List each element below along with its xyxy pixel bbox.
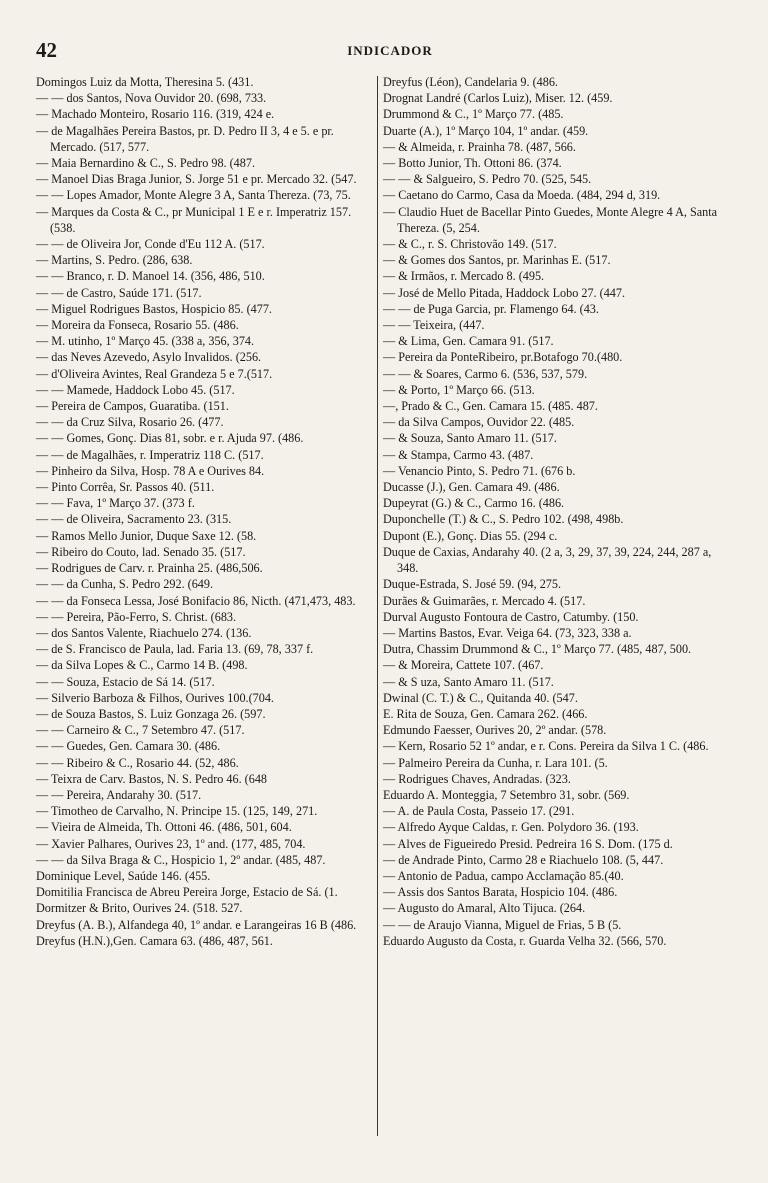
directory-entry: Dutra, Chassim Drummond & C., 1º Março 77. (485, 487, 500. (383, 642, 692, 657)
directory-entry: — Botto Junior, Th. Ottoni 86. (374. (383, 156, 562, 171)
directory-entry: — — de Araujo Vianna, Miguel de Frias, 5 B (5. (383, 917, 622, 932)
directory-entry: — Assis dos Santos Barata, Hospicio 104. (486. (383, 885, 618, 900)
directory-entry: — & Irmãos, r. Mercado 8. (495. (383, 269, 545, 284)
directory-entry: — de Andrade Pinto, Carmo 28 e Riachuelo 108. (5, 447. (383, 852, 664, 867)
directory-entry: Durval Augusto Fontoura de Castro, Catumby. (150. (383, 609, 639, 624)
directory-entry: Dupeyrat (G.) & C., Carmo 16. (486. (383, 496, 565, 511)
directory-entry: Domingos Luiz da Motta, Theresina 5. (431. (36, 75, 254, 89)
directory-entry: — Rodrigues Chaves, Andradas. (323. (383, 771, 571, 786)
directory-entry: — & C., r. S. Christovão 149. (517. (383, 237, 557, 252)
directory-entry: — Martins Bastos, Evar. Veiga 64. (73, 323, 338 a. (383, 625, 632, 640)
directory-entry: — Silverio Barboza & Filhos, Ourives 100.(704. (36, 690, 274, 705)
directory-entry: — Miguel Rodrigues Bastos, Hospicio 85. (477. (36, 301, 272, 316)
directory-entry: — Alfredo Ayque Caldas, r. Gen. Polydoro 36. (193. (383, 820, 639, 835)
directory-entry: — Maia Bernardino & C., S. Pedro 98. (487. (36, 156, 256, 171)
directory-entry: — — Pereira, Andarahy 30. (517. (36, 787, 202, 802)
directory-entry: — Teixra de Carv. Bastos, N. S. Pedro 46. (648 (36, 771, 268, 786)
directory-entry: — — Pereira, Pão-Ferro, S. Christ. (683. (36, 609, 237, 624)
directory-entry: — M. utinho, 1º Março 45. (338 a, 356, 374. (36, 334, 255, 349)
directory-entry: — — & Salgueiro, S. Pedro 70. (525, 545. (383, 172, 592, 187)
directory-entry: — — da Cruz Silva, Rosario 26. (477. (36, 415, 224, 430)
column-divider (377, 76, 378, 1136)
directory-entry: — de Souza Bastos, S. Luiz Gonzaga 26. (597. (36, 706, 266, 721)
directory-entry: Eduardo Augusto da Costa, r. Guarda Velha 32. (566, 570. (383, 933, 667, 948)
directory-entry: — Pereira de Campos, Guaratiba. (151. (36, 399, 229, 414)
directory-entry: — de Magalhães Pereira Bastos, pr. D. Pedro II 3, 4 e 5. e pr. Mercado. (517, 577. (36, 123, 334, 154)
directory-entry: — Alves de Figueiredo Presid. Pedreira 16 S. Dom. (175 d. (383, 836, 673, 851)
directory-entry: — d'Oliveira Avintes, Real Grandeza 5 e 7.(517. (36, 366, 273, 381)
directory-entry: — Claudio Huet de Bacellar Pinto Guedes, Monte Alegre 4 A, Santa Thereza. (5, 254. (383, 204, 718, 235)
directory-entry: Dreyfus (H.N.),Gen. Camara 63. (486, 487, 561. (36, 933, 273, 948)
directory-entry: — da Silva Campos, Ouvidor 22. (485. (383, 415, 575, 430)
directory-entry: — Rodrigues de Carv. r. Prainha 25. (486,506. (36, 561, 263, 576)
directory-entry: Duque-Estrada, S. José 59. (94, 275. (383, 577, 562, 592)
directory-entry: — Machado Monteiro, Rosario 116. (319, 424 e. (36, 107, 275, 122)
directory-entry: — Ribeiro do Couto, lad. Senado 35. (517. (36, 544, 246, 559)
directory-entry: Dominique Level, Saúde 146. (455. (36, 868, 211, 883)
directory-entry: — — Gomes, Gonç. Dias 81, sobr. e r. Ajuda 97. (486. (36, 431, 304, 446)
directory-entry: Drognat Landré (Carlos Luiz), Miser. 12. (459. (383, 91, 613, 106)
directory-entry: — — da Silva Braga & C., Hospicio 1, 2º andar. (485, 487. (36, 852, 326, 867)
directory-entry: — & Porto, 1º Março 66. (513. (383, 382, 535, 397)
directory-entry: Dreyfus (A. B.), Alfandega 40, 1º andar. e Larangeiras 16 B (486. (36, 917, 357, 932)
directory-entry: — & Gomes dos Santos, pr. Marinhas E. (517. (383, 253, 611, 268)
page-header (0, 38, 768, 62)
directory-entry: — — Lopes Amador, Monte Alegre 3 A, Santa Thereza. (73, 75. (36, 188, 351, 203)
left-column (36, 74, 378, 949)
directory-entry: — Pinto Corrêa, Sr. Passos 40. (511. (36, 480, 215, 495)
directory-entry: — de S. Francisco de Paula, lad. Faria 13. (69, 78, 337 f. (36, 642, 314, 657)
directory-entry: — — Branco, r. D. Manoel 14. (356, 486, 510. (36, 269, 265, 284)
directory-entry: — — da Fonseca Lessa, José Bonifacio 86, Nicth. (471,473, 483. (36, 593, 356, 608)
directory-entry: Duarte (A.), 1º Março 104, 1º andar. (459. (383, 123, 589, 138)
directory-entry: — — de Puga Garcia, pr. Flamengo 64. (43. (383, 301, 599, 316)
directory-entry: — — Ribeiro & C., Rosario 44. (52, 486. (36, 755, 239, 770)
directory-entry: Duque de Caxias, Andarahy 40. (2 a, 3, 29, 37, 39, 224, 244, 287 a, 348. (383, 544, 712, 576)
directory-entry: Domitilia Francisca de Abreu Pereira Jorge, Estacio de Sá. (1. (36, 885, 338, 900)
directory-entry: — & Stampa, Carmo 43. (487. (383, 447, 534, 462)
directory-entry: — Palmeiro Pereira da Cunha, r. Lara 101. (5. (383, 755, 608, 770)
directory-entry: — — Fava, 1º Março 37. (373 f. (36, 496, 195, 511)
directory-entry: Dreyfus (Léon), Candelaria 9. (486. (383, 75, 558, 89)
directory-entry: — das Neves Azevedo, Asylo Invalidos. (256. (36, 350, 262, 365)
directory-entry: — — da Cunha, S. Pedro 292. (649. (36, 577, 214, 592)
directory-entry: — & Souza, Santo Amaro 11. (517. (383, 431, 557, 446)
directory-entry: — & Almeida, r. Prainha 78. (487, 566. (383, 139, 576, 154)
directory-entry: — Manoel Dias Braga Junior, S. Jorge 51 e pr. Mercado 32. (547. (36, 172, 357, 187)
directory-entry: — Caetano do Carmo, Casa da Moeda. (484, 294 d, 319. (383, 188, 661, 203)
directory-entry: — Augusto do Amaral, Alto Tijuca. (264. (383, 901, 586, 916)
directory-entry: Edmundo Faesser, Ourives 20, 2º andar. (578. (383, 723, 607, 738)
directory-entry: Eduardo A. Monteggia, 7 Setembro 31, sobr. (569. (383, 787, 630, 802)
directory-entry: — A. de Paula Costa, Passeio 17. (291. (383, 804, 575, 819)
directory-entry: — dos Santos Valente, Riachuelo 274. (136. (36, 625, 252, 640)
directory-entry: — & S uza, Santo Amaro 11. (517. (383, 674, 554, 689)
directory-entry: — — & Soares, Carmo 6. (536, 537, 579. (383, 366, 588, 381)
directory-entry: — Moreira da Fonseca, Rosario 55. (486. (36, 318, 239, 333)
directory-entry: Drummond & C., 1º Março 77. (485. (383, 107, 564, 122)
directory-entry: — — dos Santos, Nova Ouvidor 20. (698, 733. (36, 91, 267, 106)
directory-entry: — & Lima, Gen. Camara 91. (517. (383, 334, 554, 349)
directory-entry: Dwinal (C. T.) & C., Quitanda 40. (547. (383, 690, 578, 705)
directory-entry: Duponchelle (T.) & C., S. Pedro 102. (498, 498b. (383, 512, 624, 527)
directory-entry: — da Silva Lopes & C., Carmo 14 B. (498. (36, 658, 248, 673)
directory-entry: — — de Magalhães, r. Imperatriz 118 C. (517. (36, 447, 264, 462)
page-number: 42 (36, 38, 57, 62)
directory-entry: — Ramos Mello Junior, Duque Saxe 12. (58. (36, 528, 257, 543)
directory-entry: — Kern, Rosario 52 1º andar, e r. Cons. Pereira da Silva 1 C. (486. (383, 739, 709, 754)
directory-entry: — Timotheo de Carvalho, N. Principe 15. (125, 149, 271. (36, 804, 318, 819)
directory-entry: — — de Castro, Saúde 171. (517. (36, 285, 202, 300)
directory-entry: — — de Oliveira Jor, Conde d'Eu 112 A. (517. (36, 237, 265, 252)
directory-entry: — — Souza, Estacio de Sá 14. (517. (36, 674, 215, 689)
directory-entry: Durães & Guimarães, r. Mercado 4. (517. (383, 593, 586, 608)
directory-entry: — — Mamede, Haddock Lobo 45. (517. (36, 382, 235, 397)
running-title: INDICADOR (347, 43, 433, 58)
directory-entry: Dupont (E.), Gonç. Dias 55. (294 c. (383, 528, 558, 543)
directory-entry: E. Rita de Souza, Gen. Camara 262. (466. (383, 706, 588, 721)
directory-entry: — Antonio de Padua, campo Acclamação 85.(40. (383, 868, 624, 883)
directory-entry: — Martins, S. Pedro. (286, 638. (36, 253, 193, 268)
directory-entry: —, Prado & C., Gen. Camara 15. (485. 487. (383, 399, 598, 414)
directory-entry: — Vieira de Almeida, Th. Ottoni 46. (486, 501, 604. (36, 820, 292, 835)
directory-entry: Dormitzer & Brito, Ourives 24. (518. 527. (36, 901, 243, 916)
directory-entry: — Marques da Costa & C., pr Municipal 1 E e r. Imperatriz 157. (538. (36, 204, 352, 235)
directory-entry: — — Teixeira, (447. (383, 318, 485, 333)
directory-entry: — Xavier Palhares, Ourives 23, 1º and. (177, 485, 704. (36, 836, 306, 851)
directory-entry: — José de Mello Pitada, Haddock Lobo 27. (447. (383, 285, 626, 300)
right-column (383, 74, 733, 949)
directory-entry: Ducasse (J.), Gen. Camara 49. (486. (383, 480, 560, 495)
directory-entry: — — Guedes, Gen. Camara 30. (486. (36, 739, 221, 754)
directory-entry: — — Carneiro & C., 7 Setembro 47. (517. (36, 723, 245, 738)
directory-entry: — — de Oliveira, Sacramento 23. (315. (36, 512, 232, 527)
directory-entry: — & Moreira, Cattete 107. (467. (383, 658, 544, 673)
directory-entry: — Venancio Pinto, S. Pedro 71. (676 b. (383, 463, 576, 478)
directory-entry: — Pinheiro da Silva, Hosp. 78 A e Ourives 84. (36, 463, 265, 478)
directory-entry: — Pereira da PonteRibeiro, pr.Botafogo 70.(480. (383, 350, 623, 365)
